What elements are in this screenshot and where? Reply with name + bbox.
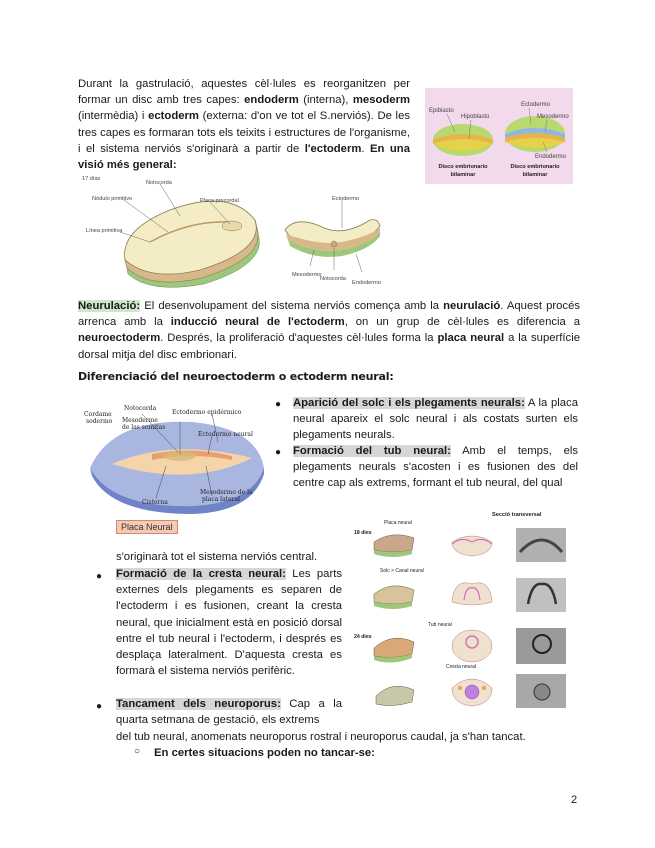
label-epidermal-ectoderm: Ectodermo epidérmico [172, 409, 242, 416]
bullet-3-label: Formació de la cresta neural: [116, 568, 286, 580]
section-heading: Diferenciació del neuroectoderm o ectoderm neural: [78, 370, 394, 383]
neurulation-paragraph: Neurulació: El desenvolupament del sistema nerviós comença amb la neurulació. Aquest procés arrenca amb la inducció neural de l'ectoderm, on un grup de cèl·lules es diferencia a neuroectoderm. Després, la proliferació d'aquestes cèl·lules forma la placa neural a la superfície dorsal mitja del disc embrionari. [78, 300, 581, 361]
label-prechordal-plate: Placa precordal [200, 198, 239, 204]
label-mesoderm-right: Mesodermo [292, 272, 322, 278]
tube-label-groove: Solc > Canal neural [380, 568, 424, 574]
label-notochord-plate: Notocorda [124, 405, 157, 412]
label-cisterna: Cisterna [142, 499, 168, 506]
bullet-dot-2: ● [275, 447, 282, 458]
label-mesoderm: Mesodermo [537, 114, 569, 120]
label-primitive-node: Nódulo primitivo [92, 196, 133, 202]
bullet-4-label: Tancament dels neuroporus: [116, 698, 281, 710]
bullet-1: Aparició del solc i els plegaments neurals: A la placa neural apareix el solc neural i als costats surten els plegaments neurals. [293, 397, 578, 442]
sub-bullet-1: En certes situacions poden no tancar-se: [154, 747, 375, 759]
tube-label-crest: Cresta neural [446, 664, 477, 670]
label-primitive-line: Línea primitiva [86, 228, 123, 234]
tube-days-18: 18 dies [354, 530, 372, 536]
tube-title: Secció transversal [492, 512, 542, 518]
label-endoderm: Endodermo [535, 154, 567, 160]
label-neural-ectoderm: Ectodermo neural [198, 431, 253, 438]
bullet-dot-1: ● [275, 399, 282, 410]
trilaminar-disc-figure [80, 170, 390, 290]
tube-label-tube: Tub neural [428, 622, 452, 628]
bullet-2-continuation: s'originarà tot el sistema nerviós central. [116, 551, 318, 563]
caption-right-1: Disco embrionario [510, 164, 560, 170]
label-lateral-1: Mesodermo de la [200, 489, 253, 496]
neural-plate-tag: Placa Neural [116, 520, 178, 534]
bullet-dot-3: ● [96, 571, 103, 582]
caption-right-2: bilaminar [522, 172, 548, 178]
label-endoderm-right: Endodermo [352, 280, 381, 286]
label-hypoblast: Hipoblasto [461, 114, 490, 120]
label-paraxial-1: Mesoderme [122, 417, 158, 424]
page-number: 2 [571, 794, 578, 806]
sub-bullet-circle: ○ [134, 746, 141, 757]
label-17-days: 17 días [82, 176, 101, 182]
neurulation-label: Neurulació: [78, 300, 141, 312]
bullet-dot-4: ● [96, 701, 103, 712]
bullet-2-label: Formació del tub neural: [293, 445, 451, 457]
tube-label-plate: Placa neural [384, 520, 412, 526]
bullet-4-continuation: del tub neural, anomenats neuroporus rostral i neuroporus caudal, ja s'han tancat. [116, 731, 526, 743]
neural-plate-figure [82, 398, 272, 540]
label-notochord-right: Notocorda [320, 276, 346, 282]
label-cordame: Cordame [84, 411, 112, 418]
label-ectoderm: Ectodermo [521, 102, 551, 108]
bullet-1-label: Aparició del solc i els plegaments neurals: [293, 397, 525, 409]
label-sodermo: sodermo [86, 418, 113, 425]
label-notochord: Notocorda [146, 180, 172, 186]
tube-days-24: 24 dies [354, 634, 372, 640]
caption-left-2: bilaminar [450, 172, 476, 178]
label-epiblast: Epiblasto [429, 108, 454, 114]
bullet-4: Tancament dels neuroporus: Cap a la quarta setmana de gestació, els extrems [116, 698, 342, 727]
bullet-3: Formació de la cresta neural: Les parts externes dels plegaments es separen de l'ectoderm i es fusionen, creant la cresta neural, que inicialment està en posició dorsal entre el tub neural i l'ectoderm, i després es desplaça lateralment. D'aquesta cresta es formarà el sistema nerviós perifèric. [116, 568, 343, 678]
bullet-2: Formació del tub neural: Amb el temps, els plegaments neurals s'acosten i es fusionen des del centre cap als extrems, formant el tub neural, del qual [293, 445, 579, 490]
neural-tube-figure [352, 508, 574, 710]
intro-paragraph: Durant la gastrulació, aquestes cèl·lules es reorganitzen per formar un disc amb tres capes: endoderm (interna), mesoderm (intermèdia) i ectoderm (externa: d'on ve tot el S.nerviós). De les tres capes es formaran tots els teixits i estructures de l'organisme, i el sistema nerviós s'originarà a partir de l'ectoderm. En una visió més general: [78, 78, 411, 172]
label-lateral-2: placa lateral [202, 496, 241, 503]
bilaminar-disc-figure [425, 88, 573, 184]
caption-left-1: Disco embrionario [438, 164, 488, 170]
label-ectoderm-right: Ectodermo [332, 196, 360, 202]
label-paraxial-2: de las somitas [122, 424, 166, 431]
